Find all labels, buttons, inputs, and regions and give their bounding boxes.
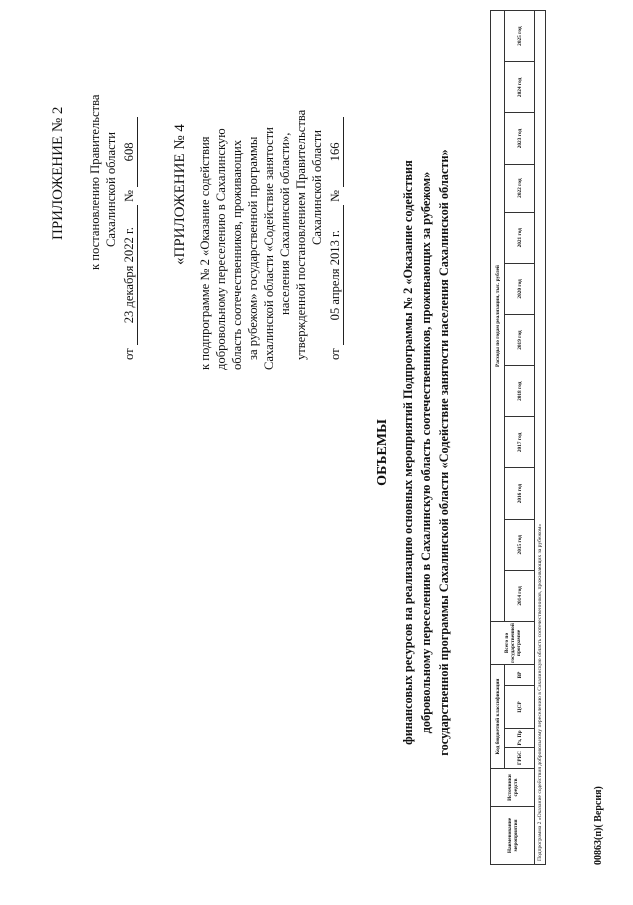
year-header: 2018 год: [505, 366, 535, 417]
document-footer: 00863(п)( Версия): [593, 786, 604, 865]
appendix4-from: от: [328, 348, 342, 360]
appendix4-date-line: [328, 117, 344, 360]
year-header: 2021 год: [505, 212, 535, 263]
col-header-total: Всего по государственной программе: [491, 622, 535, 665]
heading-line-2: государственной программы Сахалинской области «Содействие занятости населения Сахалинской области»: [437, 149, 451, 756]
appendix2-date-line: [122, 117, 138, 360]
col-header-name: Наименование мероприятия: [491, 807, 535, 865]
document-heading: ОБЪЕМЫ: [375, 419, 390, 486]
appendix2-from: от: [122, 348, 136, 360]
appendix4-number: 166: [328, 117, 344, 187]
appendix2-line1: к постановлению Правительства: [88, 94, 102, 270]
appendix2-number: 608: [122, 117, 138, 187]
col-header-budget: Код бюджетной классификации: [491, 665, 505, 769]
heading-line-1: добровольному переселению в Сахалинскую область соотечественников, проживающих за рубежом»: [419, 171, 433, 734]
col-header-years: Расходы по годам реализации, тыс. рублей: [491, 11, 505, 622]
appendix4-line-6: утвержденной постановлением Правительства: [294, 109, 308, 360]
year-header: 2024 год: [505, 62, 535, 113]
subprogram-row: Подпрограмма 2 «Оказание содействия добровольному переселению в Сахалинскую область соотечественников, проживающих за рубежом»: [535, 11, 546, 865]
appendix4-line-1: добровольному переселению в Сахалинскую: [214, 128, 228, 370]
col-header-vr: ВР: [505, 665, 535, 686]
col-header-grbs: ГРБС: [505, 748, 535, 769]
appendix4-line-2: область соотечественников, проживающих: [230, 139, 244, 370]
year-header: 2014 год: [505, 570, 535, 621]
heading-line-0: финансовых ресурсов на реализацию основных мероприятий Подпрограммы № 2 «Оказание содействия: [401, 160, 415, 745]
appendix4-title: «ПРИЛОЖЕНИЕ № 4: [172, 124, 188, 265]
year-header: 2022 год: [505, 164, 535, 212]
appendix4-line-4: Сахалинской области «Содействие занятости: [262, 127, 276, 370]
year-header: 2019 год: [505, 314, 535, 365]
appendix4-date: 05 апреля 2013 г.: [328, 205, 344, 345]
appendix4-line-0: к подпрограмме № 2 «Оказание содействия: [198, 136, 212, 370]
year-header: 2025 год: [505, 11, 535, 62]
year-header: 2023 год: [505, 113, 535, 164]
appendix2-no-sign: №: [122, 190, 136, 203]
resources-table: [490, 10, 546, 865]
year-header: 2017 год: [505, 417, 535, 468]
col-header-source: Источники средств: [491, 769, 535, 807]
appendix4-line-5: населения Сахалинской области»,: [278, 132, 292, 315]
year-header: 2015 год: [505, 519, 535, 570]
col-header-csr: ЦСР: [505, 686, 535, 729]
appendix4-line-7: Сахалинской области: [310, 130, 324, 245]
appendix2-date: 23 декабря 2022 г.: [122, 205, 138, 345]
appendix2-title: ПРИЛОЖЕНИЕ № 2: [50, 106, 66, 240]
year-header: 2016 год: [505, 468, 535, 519]
appendix2-line2: Сахалинской области: [104, 132, 118, 247]
col-header-rzpr: Рз, Пр: [505, 729, 535, 748]
year-header: 2020 год: [505, 263, 535, 314]
appendix4-line-3: за рубежом» государственной программы: [246, 136, 260, 360]
appendix4-no-sign: №: [328, 190, 342, 203]
